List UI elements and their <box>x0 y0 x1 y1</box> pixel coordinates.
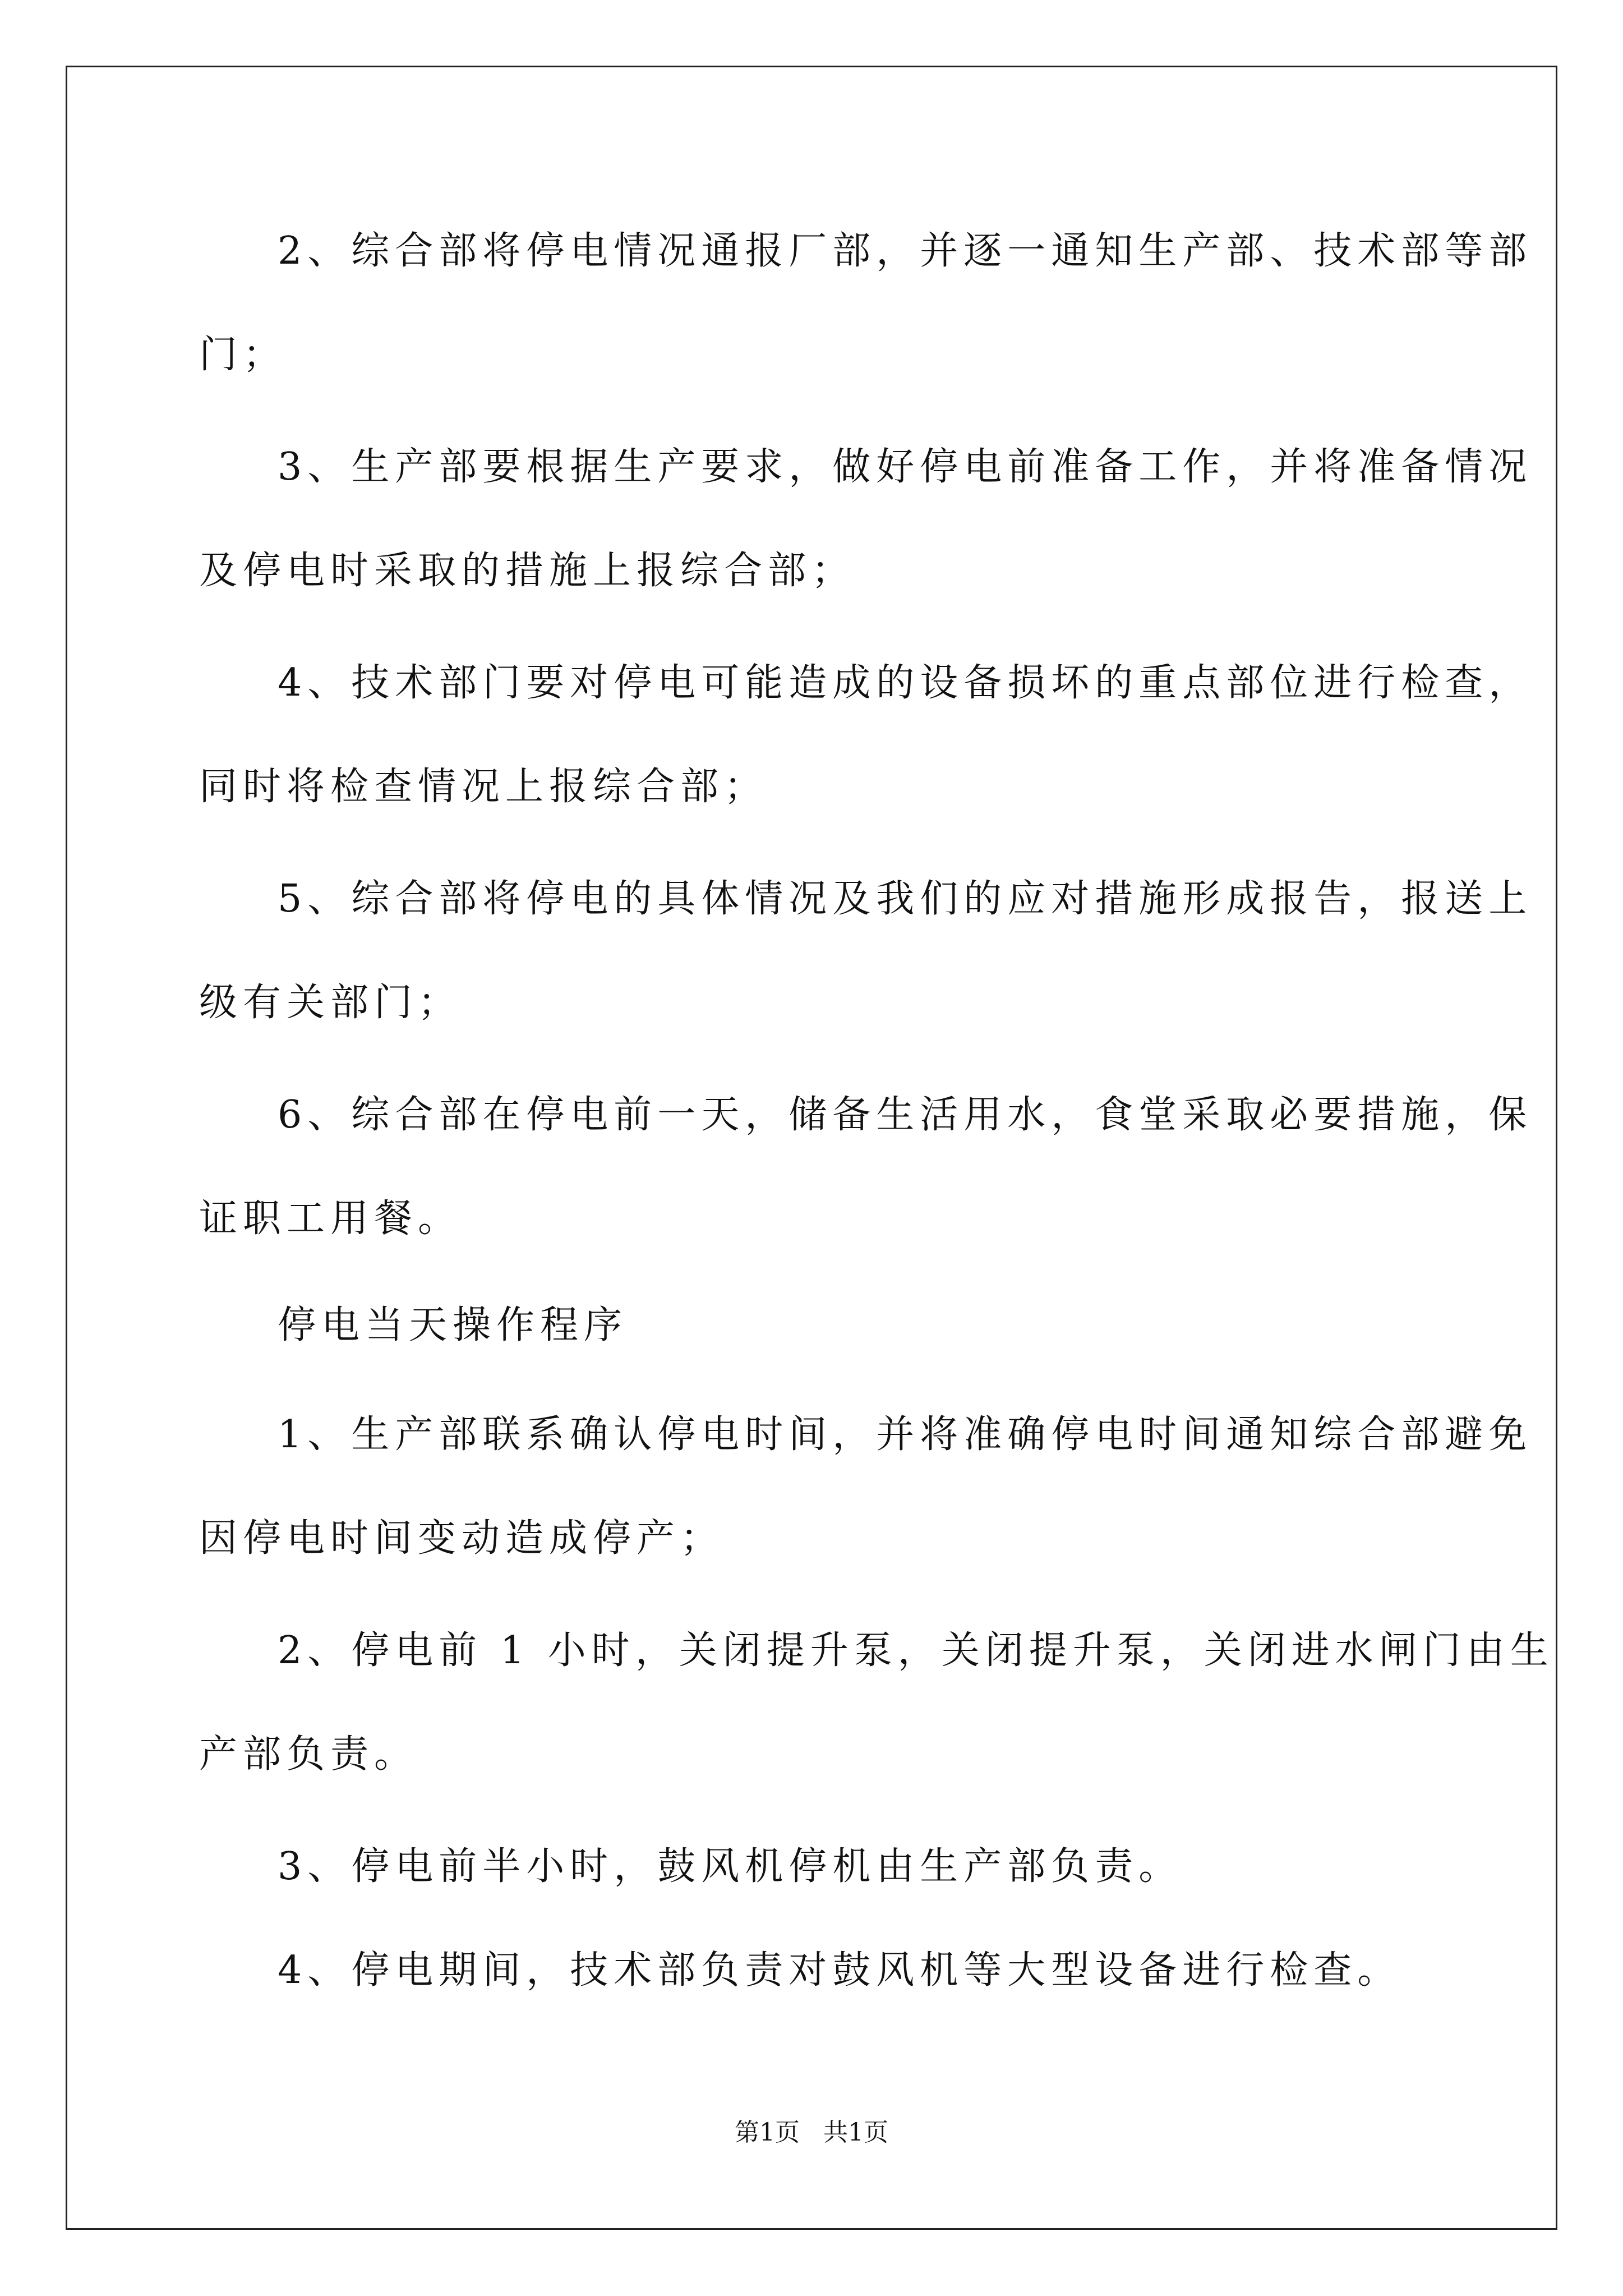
page-border <box>66 66 1557 2230</box>
step-1-line-1: 1、生产部联系确认停电时间，并将准确停电时间通知综合部避免 <box>278 1412 1533 1457</box>
step-4-line: 4、停电期间，技术部负责对鼓风机等大型设备进行检查。 <box>278 1948 1401 1993</box>
step-2-line-2: 产部负责。 <box>199 1732 418 1777</box>
paragraph-3-line-1: 3、生产部要根据生产要求，做好停电前准备工作，并将准备情况 <box>278 445 1533 489</box>
paragraph-5-line-2: 级有关部门； <box>199 981 462 1025</box>
paragraph-4-line-1: 4、技术部门要对停电可能造成的设备损坏的重点部位进行检查， <box>278 661 1533 705</box>
step-2-line-1: 2、停电前 1 小时，关闭提升泵，关闭提升泵，关闭进水闸门由生 <box>278 1628 1554 1673</box>
paragraph-2-line-1: 2、综合部将停电情况通报厂部，并逐一通知生产部、技术部等部 <box>278 229 1533 273</box>
paragraph-5-line-1: 5、综合部将停电的具体情况及我们的应对措施形成报告，报送上 <box>278 877 1533 921</box>
paragraph-6-line-1: 6、综合部在停电前一天，储备生活用水，食堂采取必要措施，保 <box>278 1093 1533 1137</box>
section-heading: 停电当天操作程序 <box>278 1303 628 1347</box>
page-number-footer: 第1页 共1页 <box>735 2118 888 2147</box>
paragraph-6-line-2: 证职工用餐。 <box>199 1197 462 1241</box>
step-1-line-2: 因停电时间变动造成停产； <box>199 1516 725 1561</box>
step-3-line: 3、停电前半小时，鼓风机停机由生产部负责。 <box>278 1844 1183 1889</box>
paragraph-3-line-2: 及停电时采取的措施上报综合部； <box>199 549 856 593</box>
paragraph-2-line-2: 门； <box>199 333 287 377</box>
paragraph-4-line-2: 同时将检查情况上报综合部； <box>199 765 768 809</box>
